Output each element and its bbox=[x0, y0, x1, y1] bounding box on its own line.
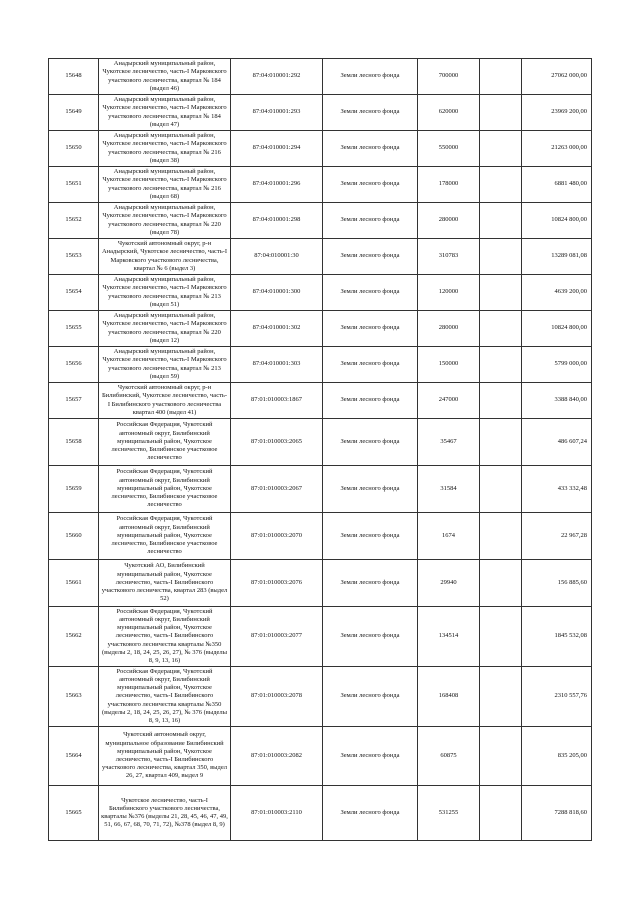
location-cell: Чукотский АО, Билибинский муниципальный район, Чукотское лесничество, часть-I Билибинского участкового лесничества, квартал 283 (выдел 52) bbox=[99, 560, 231, 607]
cadastral-number-cell: 87:01:010003:2065 bbox=[231, 419, 323, 466]
table-row bbox=[49, 466, 592, 513]
land-category-cell: Земли лесного фонда bbox=[323, 786, 418, 841]
cadastral-value-cell: 21263 000,00 bbox=[522, 131, 592, 167]
row-number-cell: 15659 bbox=[49, 466, 99, 513]
cadastral-value-cell: 433 332,48 bbox=[522, 466, 592, 513]
table-row bbox=[49, 560, 592, 607]
cadastral-number-cell: 87:01:010003:2078 bbox=[231, 667, 323, 727]
blank-cell bbox=[480, 727, 522, 786]
cadastral-number-cell: 87:01:010003:2077 bbox=[231, 607, 323, 667]
location-cell: Российская Федерация, Чукотский автономный округ, Билибинский муниципальный район, Чукотское лесничество, часть-I Билибинского участкового лесничества кварталы №350 (выделы 2, 18, 24, 25, 26, 27), № 376 (выделы 8, 9, 13, 16) bbox=[99, 607, 231, 667]
location-cell: Чукотский автономный округ, муниципальное образование Билибинский муниципальный район, Чукотское лесничество, часть-I Билибинского участкового лесничества, квартал 350, выдел 26, 27, квартал 409, выдел 9 bbox=[99, 727, 231, 786]
location-cell: Анадырский муниципальный район, Чукотское лесничество, часть-I Марковского участкового лесничества, квартал № 184 (выдел 47) bbox=[99, 95, 231, 131]
area-cell: 60875 bbox=[418, 727, 480, 786]
location-cell: Российская Федерация, Чукотский автономный округ, Билибинский муниципальный район, Чукотское лесничество, Билибинское участковое лесничество bbox=[99, 513, 231, 560]
area-cell: 178000 bbox=[418, 167, 480, 203]
blank-cell bbox=[480, 311, 522, 347]
cadastral-value-cell: 5799 000,00 bbox=[522, 347, 592, 383]
area-cell: 1674 bbox=[418, 513, 480, 560]
location-cell: Анадырский муниципальный район, Чукотское лесничество, часть-I Марковского участкового лесничества, квартал № 216 (выдел 38) bbox=[99, 131, 231, 167]
cadastral-value-cell: 2310 557,76 bbox=[522, 667, 592, 727]
area-cell: 310783 bbox=[418, 239, 480, 275]
land-category-cell: Земли лесного фонда bbox=[323, 239, 418, 275]
cadastral-number-cell: 87:04:010001:30 bbox=[231, 239, 323, 275]
table-row bbox=[49, 167, 592, 203]
cadastral-value-cell: 7288 818,60 bbox=[522, 786, 592, 841]
land-category-cell: Земли лесного фонда bbox=[323, 59, 418, 95]
table-row bbox=[49, 727, 592, 786]
table-body bbox=[49, 59, 592, 841]
land-category-cell: Земли лесного фонда bbox=[323, 667, 418, 727]
cadastral-value-cell: 835 205,00 bbox=[522, 727, 592, 786]
location-cell: Анадырский муниципальный район, Чукотское лесничество, часть-I Марковского участкового лесничества, квартал № 216 (выдел 68) bbox=[99, 167, 231, 203]
area-cell: 120000 bbox=[418, 275, 480, 311]
table-row bbox=[49, 667, 592, 727]
cadastral-number-cell: 87:04:010001:293 bbox=[231, 95, 323, 131]
blank-cell bbox=[480, 667, 522, 727]
location-cell: Чукотское лесничество, часть-I Билибинского участкового лесничества, кварталы №376 (выделы 21, 28, 45, 46, 47, 49, 51, 66, 67, 68, 70, 71, 72), №378 (выдел 8, 9) bbox=[99, 786, 231, 841]
land-category-cell: Земли лесного фонда bbox=[323, 419, 418, 466]
land-category-cell: Земли лесного фонда bbox=[323, 560, 418, 607]
cadastral-value-cell: 3388 840,00 bbox=[522, 383, 592, 419]
blank-cell bbox=[480, 275, 522, 311]
land-category-cell: Земли лесного фонда bbox=[323, 311, 418, 347]
cadastral-number-cell: 87:01:010003:1867 bbox=[231, 383, 323, 419]
row-number-cell: 15658 bbox=[49, 419, 99, 466]
table-row bbox=[49, 607, 592, 667]
location-cell: Анадырский муниципальный район, Чукотское лесничество, часть-I Марковского участкового лесничества, квартал № 220 (выдел 78) bbox=[99, 203, 231, 239]
blank-cell bbox=[480, 95, 522, 131]
blank-cell bbox=[480, 383, 522, 419]
table-row bbox=[49, 95, 592, 131]
cadastral-value-cell: 156 885,60 bbox=[522, 560, 592, 607]
area-cell: 150000 bbox=[418, 347, 480, 383]
land-category-cell: Земли лесного фонда bbox=[323, 466, 418, 513]
cadastral-value-cell: 486 607,24 bbox=[522, 419, 592, 466]
area-cell: 168408 bbox=[418, 667, 480, 727]
cadastral-number-cell: 87:04:010001:302 bbox=[231, 311, 323, 347]
land-category-cell: Земли лесного фонда bbox=[323, 727, 418, 786]
land-category-cell: Земли лесного фонда bbox=[323, 203, 418, 239]
cadastral-number-cell: 87:01:010003:2082 bbox=[231, 727, 323, 786]
area-cell: 35467 bbox=[418, 419, 480, 466]
row-number-cell: 15665 bbox=[49, 786, 99, 841]
area-cell: 700000 bbox=[418, 59, 480, 95]
table-row bbox=[49, 383, 592, 419]
cadastral-number-cell: 87:04:010001:300 bbox=[231, 275, 323, 311]
table-row bbox=[49, 786, 592, 841]
blank-cell bbox=[480, 560, 522, 607]
row-number-cell: 15654 bbox=[49, 275, 99, 311]
table-row bbox=[49, 239, 592, 275]
land-plots-table bbox=[48, 58, 592, 841]
land-category-cell: Земли лесного фонда bbox=[323, 167, 418, 203]
cadastral-number-cell: 87:04:010001:303 bbox=[231, 347, 323, 383]
row-number-cell: 15652 bbox=[49, 203, 99, 239]
cadastral-number-cell: 87:04:010001:296 bbox=[231, 167, 323, 203]
location-cell: Чукотский автономный округ, р-н Анадырский, Чукотское лесничество, часть-I Марковского участкового лесничества, квартал № 6 (выдел 3) bbox=[99, 239, 231, 275]
row-number-cell: 15655 bbox=[49, 311, 99, 347]
blank-cell bbox=[480, 59, 522, 95]
row-number-cell: 15648 bbox=[49, 59, 99, 95]
cadastral-value-cell: 6881 480,00 bbox=[522, 167, 592, 203]
row-number-cell: 15649 bbox=[49, 95, 99, 131]
cadastral-value-cell: 10824 800,00 bbox=[522, 203, 592, 239]
cadastral-number-cell: 87:01:010003:2110 bbox=[231, 786, 323, 841]
table-row bbox=[49, 419, 592, 466]
area-cell: 31584 bbox=[418, 466, 480, 513]
cadastral-number-cell: 87:01:010003:2070 bbox=[231, 513, 323, 560]
cadastral-value-cell: 4639 200,00 bbox=[522, 275, 592, 311]
blank-cell bbox=[480, 466, 522, 513]
land-category-cell: Земли лесного фонда bbox=[323, 347, 418, 383]
area-cell: 280000 bbox=[418, 311, 480, 347]
row-number-cell: 15650 bbox=[49, 131, 99, 167]
table-row bbox=[49, 203, 592, 239]
cadastral-number-cell: 87:04:010001:298 bbox=[231, 203, 323, 239]
area-cell: 247000 bbox=[418, 383, 480, 419]
location-cell: Российская Федерация, Чукотский автономный округ, Билибинский муниципальный район, Чукотское лесничество, Билибинское участковое лесничество bbox=[99, 419, 231, 466]
row-number-cell: 15653 bbox=[49, 239, 99, 275]
location-cell: Российская Федерация, Чукотский автономный округ, Билибинский муниципальный район, Чукотское лесничество, часть-I Билибинского участкового лесничества кварталы №350 (выделы 2, 18, 24, 25, 26, 27), № 376 (выделы 8, 9, 13, 16) bbox=[99, 667, 231, 727]
land-category-cell: Земли лесного фонда bbox=[323, 95, 418, 131]
blank-cell bbox=[480, 239, 522, 275]
land-category-cell: Земли лесного фонда bbox=[323, 383, 418, 419]
cadastral-number-cell: 87:04:010001:294 bbox=[231, 131, 323, 167]
area-cell: 550000 bbox=[418, 131, 480, 167]
table-row bbox=[49, 275, 592, 311]
area-cell: 620000 bbox=[418, 95, 480, 131]
blank-cell bbox=[480, 203, 522, 239]
cadastral-value-cell: 27062 000,00 bbox=[522, 59, 592, 95]
table-row bbox=[49, 131, 592, 167]
row-number-cell: 15660 bbox=[49, 513, 99, 560]
row-number-cell: 15664 bbox=[49, 727, 99, 786]
table-row bbox=[49, 311, 592, 347]
row-number-cell: 15651 bbox=[49, 167, 99, 203]
location-cell: Анадырский муниципальный район, Чукотское лесничество, часть-I Марковского участкового лесничества, квартал № 213 (выдел 51) bbox=[99, 275, 231, 311]
cadastral-value-cell: 13289 081,08 bbox=[522, 239, 592, 275]
location-cell: Чукотский автономный округ, р-н Билибинский, Чукотское лесничество, часть- I Билибинского участкового лесничества квартал 400 (выдел 41) bbox=[99, 383, 231, 419]
blank-cell bbox=[480, 786, 522, 841]
land-category-cell: Земли лесного фонда bbox=[323, 513, 418, 560]
table-row bbox=[49, 513, 592, 560]
area-cell: 531255 bbox=[418, 786, 480, 841]
blank-cell bbox=[480, 419, 522, 466]
row-number-cell: 15662 bbox=[49, 607, 99, 667]
blank-cell bbox=[480, 607, 522, 667]
area-cell: 280000 bbox=[418, 203, 480, 239]
area-cell: 29940 bbox=[418, 560, 480, 607]
land-category-cell: Земли лесного фонда bbox=[323, 131, 418, 167]
cadastral-number-cell: 87:01:010003:2067 bbox=[231, 466, 323, 513]
location-cell: Российская Федерация, Чукотский автономный округ, Билибинский муниципальный район, Чукотское лесничество, Билибинское участковое лесничество bbox=[99, 466, 231, 513]
land-category-cell: Земли лесного фонда bbox=[323, 607, 418, 667]
blank-cell bbox=[480, 131, 522, 167]
location-cell: Анадырский муниципальный район, Чукотское лесничество, часть-I Марковского участкового лесничества, квартал № 213 (выдел 59) bbox=[99, 347, 231, 383]
blank-cell bbox=[480, 167, 522, 203]
row-number-cell: 15663 bbox=[49, 667, 99, 727]
row-number-cell: 15657 bbox=[49, 383, 99, 419]
land-category-cell: Земли лесного фонда bbox=[323, 275, 418, 311]
location-cell: Анадырский муниципальный район, Чукотское лесничество, часть-I Марковского участкового лесничества, квартал № 184 (выдел 46) bbox=[99, 59, 231, 95]
table-row bbox=[49, 59, 592, 95]
cadastral-number-cell: 87:04:010001:292 bbox=[231, 59, 323, 95]
cadastral-number-cell: 87:01:010003:2076 bbox=[231, 560, 323, 607]
cadastral-value-cell: 1845 532,08 bbox=[522, 607, 592, 667]
cadastral-value-cell: 10824 800,00 bbox=[522, 311, 592, 347]
location-cell: Анадырский муниципальный район, Чукотское лесничество, часть-I Марковского участкового лесничества, квартал № 220 (выдел 12) bbox=[99, 311, 231, 347]
blank-cell bbox=[480, 513, 522, 560]
row-number-cell: 15661 bbox=[49, 560, 99, 607]
area-cell: 134514 bbox=[418, 607, 480, 667]
cadastral-value-cell: 23969 200,00 bbox=[522, 95, 592, 131]
row-number-cell: 15656 bbox=[49, 347, 99, 383]
blank-cell bbox=[480, 347, 522, 383]
table-row bbox=[49, 347, 592, 383]
cadastral-value-cell: 22 967,28 bbox=[522, 513, 592, 560]
